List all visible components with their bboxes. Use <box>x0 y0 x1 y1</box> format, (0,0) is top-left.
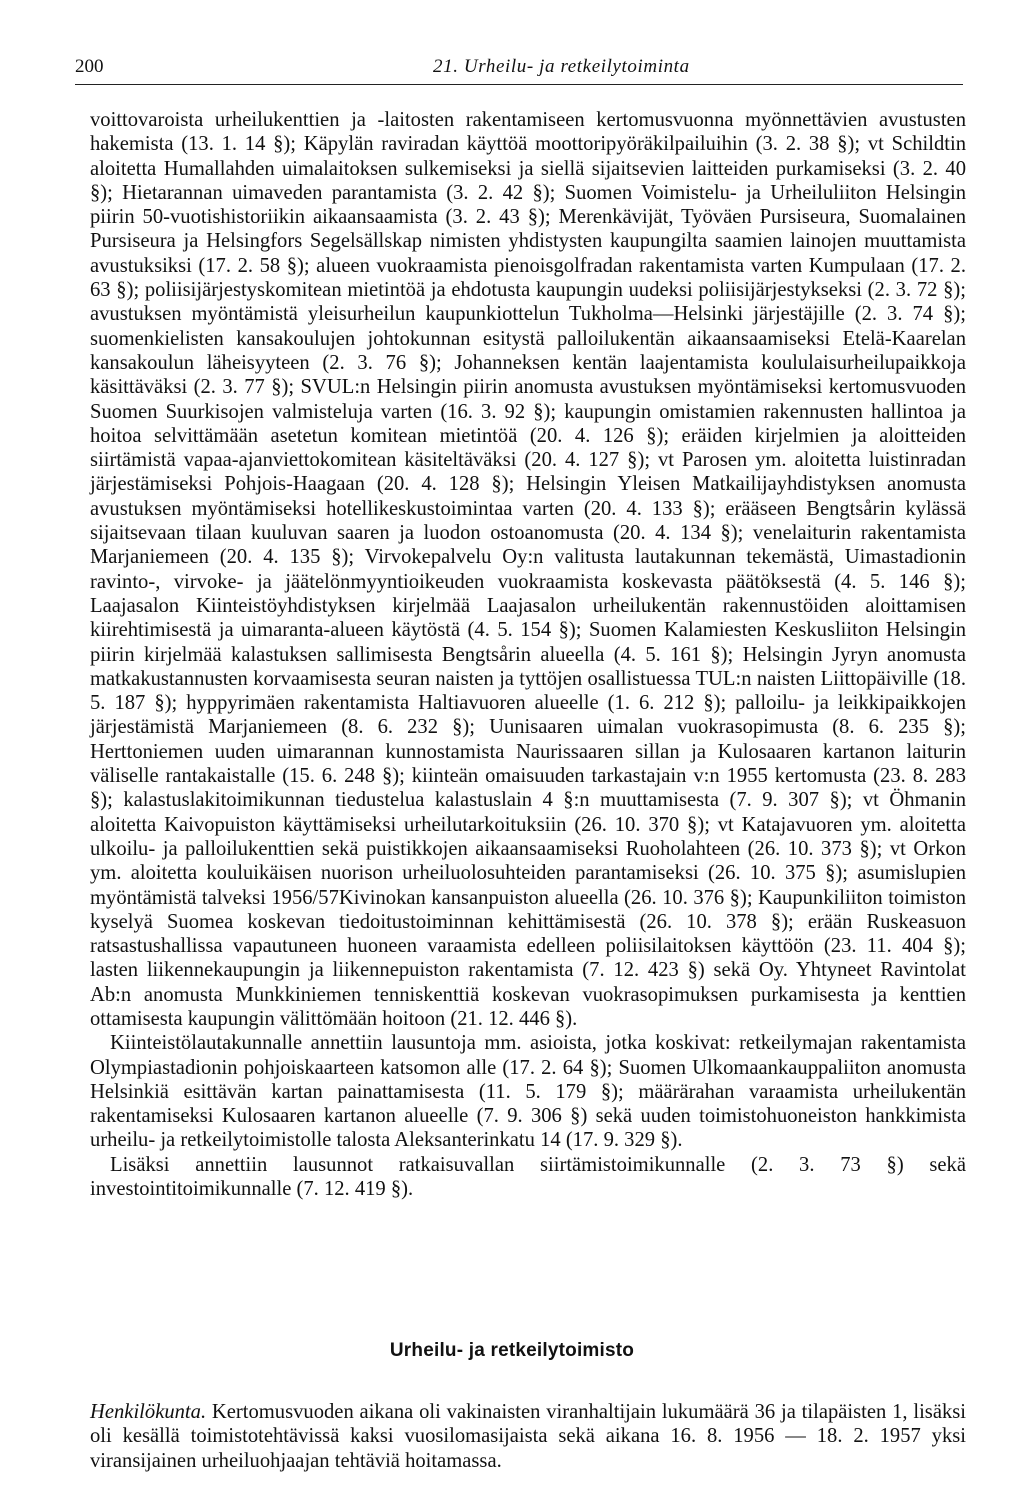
run-in-heading: Henkilökunta. <box>90 1401 207 1423</box>
paragraph-kiinteistolautakunta: Kiinteistölautakunnalle annettiin lausuntoja mm. asioista, jotka koskivat: retkeilymajan rakentamista Olympiastadionin pohjoiskaarteen katsomon alle (17. 2. 64 §); Suomen Ulkomaankauppaliiton anomusta Helsinkiä esittävän kartan painattamisesta (11. 5. 179 §); määrärahan varaamista urheilukentän rakentamiseksi Kulosaaren kartanon alueelle (7. 9. 306 §) sekä uuden toimistohuoneiston hankkimista urheilu- ja retkeilytoimistolle talosta Aleksanterinkatu 14 (17. 9. 329 §). <box>90 1032 966 1152</box>
body-text <box>90 108 966 1201</box>
personnel-text: Kertomusvuoden aikana oli vakinaisten viranhaltijain lukumäärä 36 ja tilapäisten 1, lisäksi oli kesällä toimistotehtävissä kaksi vuosilomasijaista sekä aikana 16. 8. 1956 — 18. 2. 1957 yksi viransijainen urheiluohjaajan tehtäviä hoitamassa. <box>90 1401 966 1472</box>
chapter-title: 21. Urheilu- ja retkeilytoiminta <box>433 56 690 77</box>
page-number: 200 <box>75 56 104 77</box>
personnel-paragraph <box>90 1400 966 1473</box>
section-heading: Urheilu- ja retkeilytoimisto <box>389 1340 635 1361</box>
paragraph-lisaksi: Lisäksi annettiin lausunnot ratkaisuvallan siirtämistoimikunnalle (2. 3. 73 §) sekä investointitoimikunnalle (7. 12. 419 §). <box>90 1153 966 1201</box>
running-header <box>75 56 963 82</box>
paragraph-continued: voittovaroista urheilukenttien ja -laitosten rakentamiseen kertomusvuonna myönnettävien avustusten hakemista (13. 1. 14 §); Käpylän raviradan käyttöä moottoripyöräkilpailuihin (3. 2. 38 §); vt Schildtin aloitetta Humallahden uimalaitoksen sulkemiseksi ja siellä sijaitsevien laitteiden purkamiseksi (3. 2. 40 §); Hietarannan uimaveden parantamista (3. 2. 42 §); Suomen Voimistelu- ja Urheiluliiton Helsingin piirin 50-vuotishistoriikin aikaansaamista (3. 2. 43 §); Merenkävijät, Työväen Pursiseura, Suomalainen Pursiseura ja Helsingfors Segelsällskap nimisten yhdistysten kaupungilta saamien lainojen muuttamista avustuksiksi (17. 2. 58 §); alueen vuokraamista pienoisgolfradan rakentamista varten Kumpulaan (17. 2. 63 §); poliisijärjestyskomitean mietintöä ja ehdotusta kaupungin uudeksi poliisijärjestykseksi (2. 3. 72 §); avustuksen myöntämistä yleisurheilun kaupunkiottelun Tukholma—Helsinki järjestäjille (2. 3. 74 §); suomenkielisten kansakoulujen johtokunnan esitystä palloilukentän aikaansaamiseksi Etelä-Kaarelan kansakoulun läheisyyteen (2. 3. 76 §); Johanneksen kentän laajentamista koululaisurheilupaikkoja käsittäväksi (2. 3. 77 §); SVUL:n Helsingin piirin anomusta avustuksen myöntämiseksi kertomusvuoden Suomen Suurkisojen valmisteluja varten (16. 3. 92 §); kaupungin omistamien rakennusten hallintoa ja hoitoa selvittämään asetetun komitean mietintöä (20. 4. 126 §); eräiden kirjelmien ja aloitteiden siirtämistä vapaa-ajanviettokomitean käsiteltäväksi (20. 4. 127 §); vt Parosen ym. aloitetta luistinradan järjestämiseksi Pohjois-Haagaan (20. 4. 128 §); Helsingin Yleisen Matkailijayhdistyksen anomusta avustuksen myöntämiseksi hotellikeskustoimintaa varten (20. 4. 133 §); erääseen Bengtsårin kylässä sijaitsevaan tilaan kuuluvan saaren ja luodon ostoanomusta (20. 4. 134 §); venelaiturin rakentamista Marjaniemeen (20. 4. 135 §); Virvokepalvelu Oy:n valitusta lautakunnan tekemästä, Uimastadionin ravinto-, virvoke- ja jäätelönmyyntioikeuden vuokraamista koskevasta päätöksestä (4. 5. 146 §); Laajasalon Kiinteistöyhdistyksen kirjelmää Laajasalon urheilukentän rakennustöiden aloittamisen kiirehtimisestä ja uimaranta-alueen käytöstä (4. 5. 154 §); Suomen Kalamiesten Keskusliiton Helsingin piirin kirjelmää kalastuksen sallimisesta Bengtsårin alueella (4. 5. 161 §); Helsingin Jyryn anomusta matkakustannusten korvaamisesta seuran naisten ja tyttöjen osallistuessa TUL:n naisten Liittopäiville (18. 5. 187 §); hyppyrimäen rakentamista Haltiavuoren alueelle (1. 6. 212 §); palloilu- ja leikkipaikkojen järjestämistä Marjaniemeen (8. 6. 232 §); Uunisaaren uimalan vuokrasopimusta (8. 6. 235 §); Herttoniemen uuden uimarannan kunnostamista Naurissaaren sillan ja Kulosaaren kartanon laiturin väliselle rantakaistalle (15. 6. 248 §); kiinteän omaisuuden tarkastajain v:n 1955 kertomusta (23. 8. 283 §); kalastuslakitoimikunnan tiedustelua kalastuslain 4 §:n muuttamisesta (7. 9. 307 §); vt Öhmanin aloitetta Kaivopuiston käyttämiseksi urheilutarkoituksiin (26. 10. 370 §); vt Katajavuoren ym. aloitetta ulkoilu- ja palloilukenttien sekä puistikkojen aikaansaamiseksi Ruoholahteen (26. 10. 373 §); vt Orkon ym. aloitetta kouluikäisen nuorison urheiluolosuhteiden parantamiseksi (26. 10. 375 §); asumislupien myöntämistä talveksi 1956/57Kivinokan kansanpuiston alueella (26. 10. 376 §); Kaupunkiliiton toimiston kyselyä Suomea koskevan tiedoitustoiminnan kehittämisestä (26. 10. 378 §); erään Ruskeasuon ratsastushallissa vapautuneen huoneen varaamista edelleen poliisilaitoksen käyttöön (23. 11. 404 §); lasten liikennekaupungin ja liikennepuiston rakentamista (7. 12. 423 §) sekä Oy. Yhtyneet Ravintolat Ab:n anomusta Munkkiniemen tenniskenttiä koskevan vuokrasopimuksen purkamisesta ja kenttien ottamisesta kaupungin välittömään hoitoon (21. 12. 446 §). <box>90 109 966 1030</box>
header-rule <box>75 84 963 85</box>
